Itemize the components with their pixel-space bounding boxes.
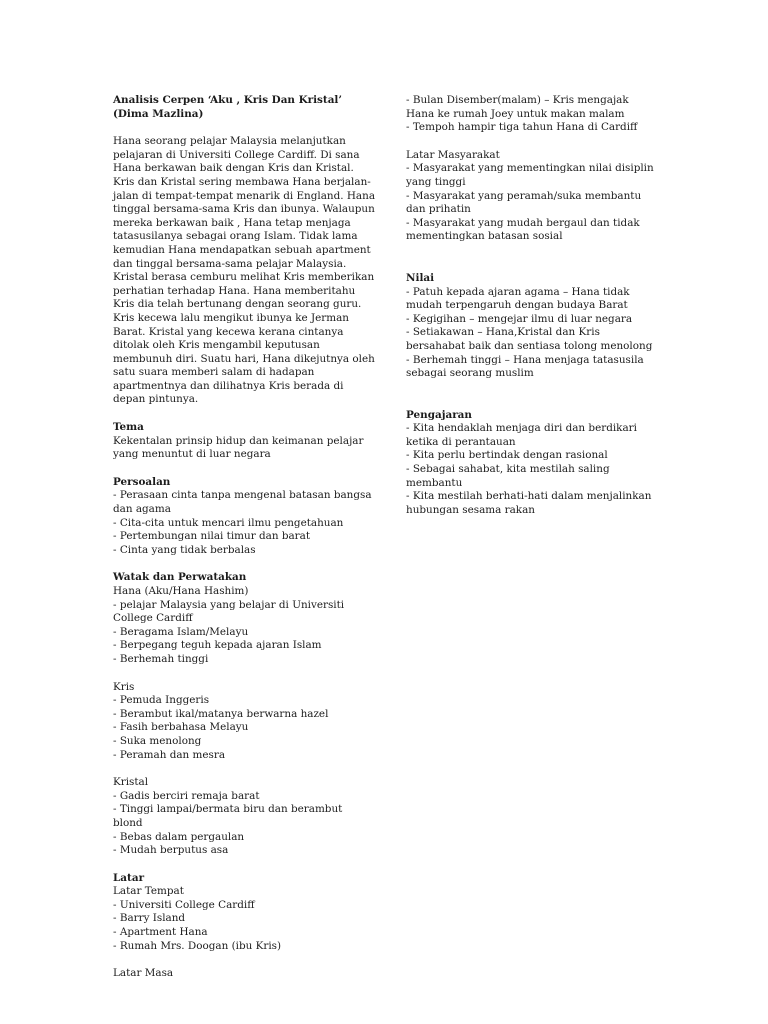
persoalan-heading: Persoalan — [113, 475, 171, 488]
list-item: - Pemuda Inggeris — [113, 694, 210, 707]
list-item: - Universiti College Cardiff — [113, 898, 255, 911]
latar-masa-label: Latar Masa — [113, 967, 174, 980]
kris-list — [113, 694, 375, 762]
latar-masyarakat-list — [406, 162, 656, 244]
pengajaran-heading: Pengajaran — [406, 408, 472, 421]
persoalan-list — [113, 489, 375, 557]
list-item: - Fasih berbahasa Melayu — [113, 721, 249, 734]
nilai-list — [406, 286, 656, 381]
list-item: - Masyarakat yang mementingkan nilai disiplin yang tinggi — [406, 162, 654, 188]
list-item: - Kita mestilah berhati-hati dalam menjalinkan hubungan sesama rakan — [406, 490, 652, 516]
watak-heading: Watak dan Perwatakan — [113, 571, 247, 584]
list-item: - Bulan Disember(malam) – Kris mengajak Hana ke rumah Joey untuk makan malam — [406, 94, 629, 120]
right-column — [406, 94, 656, 517]
hana-label: Hana (Aku/Hana Hashim) — [113, 585, 249, 597]
list-item: - Setiakawan – Hana,Kristal dan Kris bersahabat baik dan sentiasa tolong menolong — [406, 326, 653, 352]
list-item: - Berpegang teguh kepada ajaran Islam — [113, 639, 322, 652]
tema-heading: Tema — [113, 421, 144, 434]
latar-tempat-list — [113, 899, 375, 953]
list-item: - Rumah Mrs. Doogan (ibu Kris) — [113, 939, 282, 952]
list-item: - Beragama Islam/Melayu — [113, 625, 249, 638]
list-item: - Gadis berciri remaja barat — [113, 789, 260, 802]
list-item: - Cita-cita untuk mencari ilmu pengetahuan — [113, 516, 344, 529]
list-item: - Peramah dan mesra — [113, 748, 226, 761]
latar-masa-list — [406, 94, 656, 135]
list-item: - Kita perlu bertindak dengan rasional — [406, 449, 608, 462]
list-item: - Cinta yang tidak berbalas — [113, 543, 256, 556]
list-item: - Suka menolong — [113, 734, 202, 747]
pengajaran-list — [406, 422, 656, 517]
list-item: - Apartment Hana — [113, 926, 208, 939]
list-item: - Patuh kepada ajaran agama – Hana tidak mudah terpengaruh dengan budaya Barat — [406, 285, 630, 312]
kristal-label: Kristal — [113, 776, 149, 789]
latar-tempat-label: Latar Tempat — [113, 885, 184, 898]
left-column — [113, 94, 375, 981]
synopsis-paragraph: Hana seorang pelajar Malaysia melanjutkan pelajaran di Universiti College Cardiff. Di sana Hana berkawan baik dengan Kris dan Kristal. Kris dan Kristal sering membawa Hana berjalan-jalan di tempat-tempat menarik di England. Hana tinggal bersama-sama Kris dan ibunya. Walaupun mereka berkawan baik , Hana tetap menjaga tatasusilanya sebagai orang Islam. Tidak lama kemudian Hana mendapatkan sebuah apartment dan tinggal bersama-sama pelajar Malaysia. Kristal berasa cemburu melihat Kris memberikan perhatian terhadap Hana. Hana memberitahu Kris dia telah bertunang dengan seorang guru. Kris kecewa lalu mengikut ibunya ke Jerman Barat. Kristal yang kecewa kerana cintanya ditolak oleh Kris mengambil keputusan membunuh diri. Suatu hari, Hana dikejutnya oleh satu suara memberi salam di hadapan apartmentnya dan dilihatnya Kris berada di depan pintunya. — [113, 135, 376, 406]
list-item: - pelajar Malaysia yang belajar di Universiti College Cardiff — [113, 598, 345, 625]
latar-heading: Latar — [113, 871, 145, 884]
list-item: - Mudah berputus asa — [113, 844, 229, 857]
list-item: - Berhemah tinggi – Hana menjaga tatasusila sebagai seorang muslim — [406, 353, 644, 380]
list-item: - Kegigihan – mengejar ilmu di luar negara — [406, 312, 633, 325]
list-item: - Tinggi lampai/bermata biru dan berambut blond — [113, 803, 343, 829]
list-item: - Sebagai sahabat, kita mestilah saling membantu — [406, 463, 610, 489]
list-item: - Tempoh hampir tiga tahun Hana di Cardiff — [406, 121, 638, 134]
tema-text: Kekentalan prinsip hidup dan keimanan pelajar yang menuntut di luar negara — [113, 434, 364, 461]
kristal-list — [113, 790, 375, 858]
hana-list — [113, 599, 375, 667]
list-item: - Berambut ikal/matanya berwarna hazel — [113, 707, 329, 720]
list-item: - Bebas dalam pergaulan — [113, 830, 245, 843]
list-item: - Perasaan cinta tanpa mengenal batasan bangsa dan agama — [113, 489, 372, 516]
latar-masyarakat-label: Latar Masyarakat — [406, 148, 500, 161]
list-item: - Barry Island — [113, 912, 186, 925]
list-item: - Masyarakat yang peramah/suka membantu dan prihatin — [406, 189, 642, 216]
nilai-heading: Nilai — [406, 271, 435, 284]
list-item: - Kita hendaklah menjaga diri dan berdikari ketika di perantauan — [406, 422, 637, 448]
list-item: - Masyarakat yang mudah bergaul dan tidak mementingkan batasan sosial — [406, 216, 640, 243]
document-title: Analisis Cerpen ‘Aku , Kris Dan Kristal’ (Dima Mazlina) — [113, 94, 342, 120]
kris-label: Kris — [113, 680, 135, 693]
list-item: - Pertembungan nilai timur dan barat — [113, 530, 311, 543]
list-item: - Berhemah tinggi — [113, 652, 209, 665]
